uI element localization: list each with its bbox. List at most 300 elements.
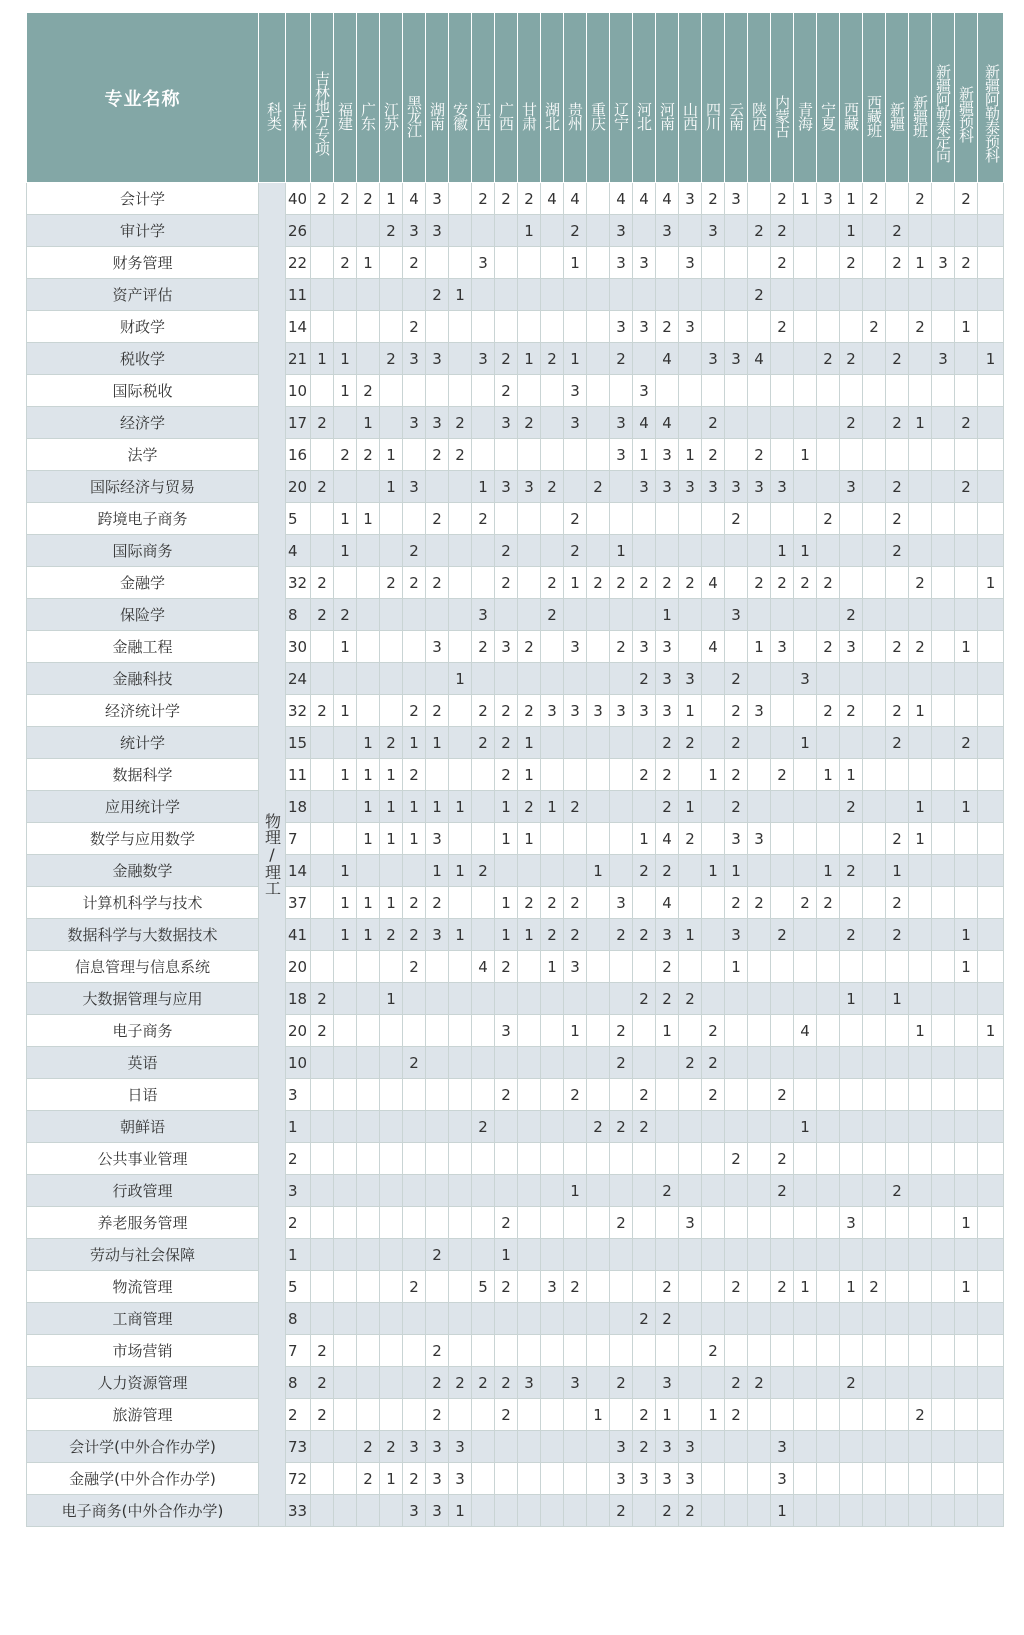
province-count-cell: 3 bbox=[725, 471, 748, 503]
major-name-cell: 国际税收 bbox=[27, 375, 259, 407]
province-count-cell: 1 bbox=[495, 887, 518, 919]
province-count-cell: 2 bbox=[886, 343, 909, 375]
province-count-cell bbox=[472, 1015, 495, 1047]
province-count-cell bbox=[656, 1335, 679, 1367]
province-count-cell: 3 bbox=[403, 407, 426, 439]
province-count-cell bbox=[840, 375, 863, 407]
province-count-cell bbox=[587, 503, 610, 535]
province-count-cell: 2 bbox=[495, 567, 518, 599]
province-count-cell bbox=[610, 663, 633, 695]
province-count-cell: 2 bbox=[771, 311, 794, 343]
province-count-cell bbox=[472, 1207, 495, 1239]
province-count-cell bbox=[380, 1271, 403, 1303]
province-count-cell: 2 bbox=[656, 951, 679, 983]
province-count-cell: 2 bbox=[518, 887, 541, 919]
province-count-cell: 3 bbox=[610, 1463, 633, 1495]
province-count-cell bbox=[449, 599, 472, 631]
province-count-cell bbox=[380, 311, 403, 343]
province-count-cell: 2 bbox=[794, 887, 817, 919]
province-count-cell: 2 bbox=[725, 727, 748, 759]
province-count-cell: 3 bbox=[725, 823, 748, 855]
table-row bbox=[27, 1271, 1004, 1303]
province-count-cell bbox=[495, 599, 518, 631]
province-count-cell bbox=[495, 1047, 518, 1079]
table-row bbox=[27, 855, 1004, 887]
province-count-cell bbox=[357, 695, 380, 727]
province-count-cell: 1 bbox=[909, 695, 932, 727]
province-count-cell bbox=[863, 343, 886, 375]
province-count-cell bbox=[610, 1303, 633, 1335]
province-count-cell bbox=[840, 1335, 863, 1367]
province-count-cell: 2 bbox=[840, 855, 863, 887]
province-count-cell bbox=[909, 983, 932, 1015]
province-count-cell: 2 bbox=[840, 919, 863, 951]
province-count-cell: 2 bbox=[633, 983, 656, 1015]
table-row bbox=[27, 1463, 1004, 1495]
province-count-cell: 2 bbox=[518, 407, 541, 439]
province-count-cell bbox=[564, 599, 587, 631]
province-count-cell: 2 bbox=[311, 471, 334, 503]
province-count-cell bbox=[587, 759, 610, 791]
province-count-cell bbox=[863, 1015, 886, 1047]
province-header: 河北 bbox=[633, 13, 656, 183]
province-count-cell: 2 bbox=[426, 695, 449, 727]
province-count-cell bbox=[380, 1143, 403, 1175]
province-count-cell: 3 bbox=[840, 1207, 863, 1239]
province-count-cell bbox=[311, 855, 334, 887]
province-count-cell: 2 bbox=[403, 567, 426, 599]
province-count-cell: 2 bbox=[564, 503, 587, 535]
province-count-cell: 1 bbox=[334, 375, 357, 407]
province-count-cell: 2 bbox=[817, 567, 840, 599]
province-count-cell bbox=[909, 439, 932, 471]
province-count-cell bbox=[357, 1495, 380, 1527]
province-count-cell bbox=[449, 631, 472, 663]
province-count-cell bbox=[403, 855, 426, 887]
province-count-cell bbox=[725, 1335, 748, 1367]
province-count-cell bbox=[817, 1015, 840, 1047]
province-count-cell bbox=[633, 1335, 656, 1367]
province-count-cell bbox=[518, 1239, 541, 1271]
province-count-cell bbox=[794, 1207, 817, 1239]
province-count-cell bbox=[794, 247, 817, 279]
province-count-cell bbox=[978, 1399, 1004, 1431]
province-count-cell bbox=[863, 855, 886, 887]
province-count-cell bbox=[771, 1335, 794, 1367]
province-count-cell bbox=[863, 1399, 886, 1431]
province-count-cell bbox=[863, 407, 886, 439]
province-count-cell bbox=[817, 663, 840, 695]
province-count-cell bbox=[955, 279, 978, 311]
province-count-cell bbox=[932, 951, 955, 983]
province-count-cell: 2 bbox=[380, 1431, 403, 1463]
province-count-cell: 2 bbox=[656, 1303, 679, 1335]
province-count-cell: 1 bbox=[840, 983, 863, 1015]
table-row bbox=[27, 1111, 1004, 1143]
province-count-cell bbox=[909, 1047, 932, 1079]
total-count-cell: 26 bbox=[286, 215, 311, 247]
major-name-cell: 计算机科学与技术 bbox=[27, 887, 259, 919]
province-count-cell: 1 bbox=[656, 1015, 679, 1047]
table-row bbox=[27, 791, 1004, 823]
province-count-cell bbox=[426, 375, 449, 407]
province-count-cell: 1 bbox=[449, 855, 472, 887]
province-count-cell: 2 bbox=[357, 1463, 380, 1495]
province-count-cell bbox=[817, 791, 840, 823]
province-count-cell bbox=[334, 823, 357, 855]
province-count-cell bbox=[955, 1431, 978, 1463]
province-count-cell bbox=[633, 535, 656, 567]
province-count-cell bbox=[449, 983, 472, 1015]
province-count-cell bbox=[817, 1047, 840, 1079]
major-name-cell: 数据科学与大数据技术 bbox=[27, 919, 259, 951]
province-count-cell: 2 bbox=[840, 599, 863, 631]
province-count-cell bbox=[449, 1239, 472, 1271]
province-count-cell bbox=[886, 951, 909, 983]
province-count-cell bbox=[495, 1335, 518, 1367]
province-header: 广西 bbox=[495, 13, 518, 183]
province-count-cell bbox=[978, 1047, 1004, 1079]
province-count-cell bbox=[380, 247, 403, 279]
province-count-cell bbox=[886, 1143, 909, 1175]
province-count-cell: 2 bbox=[472, 727, 495, 759]
province-count-cell: 2 bbox=[357, 375, 380, 407]
province-count-cell bbox=[794, 695, 817, 727]
province-count-cell bbox=[932, 471, 955, 503]
province-count-cell bbox=[886, 1207, 909, 1239]
province-count-cell: 2 bbox=[817, 343, 840, 375]
province-count-cell bbox=[541, 279, 564, 311]
total-count-cell: 10 bbox=[286, 1047, 311, 1079]
province-count-cell bbox=[334, 311, 357, 343]
province-count-cell bbox=[518, 503, 541, 535]
province-header: 陕西 bbox=[748, 13, 771, 183]
province-count-cell: 2 bbox=[610, 919, 633, 951]
province-count-cell bbox=[771, 1111, 794, 1143]
province-count-cell: 2 bbox=[679, 727, 702, 759]
province-count-cell bbox=[610, 471, 633, 503]
province-count-cell bbox=[748, 503, 771, 535]
province-count-cell: 2 bbox=[518, 631, 541, 663]
province-count-cell: 1 bbox=[955, 631, 978, 663]
total-count-cell: 24 bbox=[286, 663, 311, 695]
total-count-cell: 1 bbox=[286, 1111, 311, 1143]
province-count-cell bbox=[863, 1079, 886, 1111]
province-count-cell bbox=[426, 1143, 449, 1175]
province-count-cell bbox=[518, 1111, 541, 1143]
province-count-cell bbox=[610, 855, 633, 887]
province-count-cell bbox=[909, 1143, 932, 1175]
province-count-cell: 3 bbox=[725, 919, 748, 951]
province-count-cell bbox=[656, 1079, 679, 1111]
province-count-cell: 3 bbox=[564, 1367, 587, 1399]
province-count-cell bbox=[587, 1207, 610, 1239]
table-row bbox=[27, 503, 1004, 535]
province-count-cell bbox=[817, 1111, 840, 1143]
province-count-cell: 2 bbox=[656, 759, 679, 791]
province-count-cell bbox=[403, 279, 426, 311]
province-count-cell bbox=[518, 247, 541, 279]
province-count-cell bbox=[932, 663, 955, 695]
province-count-cell bbox=[518, 663, 541, 695]
province-count-cell bbox=[863, 1495, 886, 1527]
province-count-cell bbox=[380, 695, 403, 727]
table-row bbox=[27, 247, 1004, 279]
province-count-cell: 3 bbox=[633, 311, 656, 343]
province-count-cell bbox=[541, 759, 564, 791]
province-count-cell bbox=[679, 1111, 702, 1143]
province-count-cell bbox=[472, 439, 495, 471]
total-count-cell: 3 bbox=[286, 1175, 311, 1207]
province-count-cell bbox=[495, 1143, 518, 1175]
province-count-cell bbox=[725, 311, 748, 343]
province-count-cell bbox=[357, 1207, 380, 1239]
province-count-cell: 3 bbox=[817, 183, 840, 215]
province-count-cell: 2 bbox=[656, 1495, 679, 1527]
province-count-cell bbox=[518, 279, 541, 311]
province-count-cell bbox=[518, 1303, 541, 1335]
province-count-cell: 2 bbox=[702, 407, 725, 439]
province-header: 重庆 bbox=[587, 13, 610, 183]
province-count-cell: 2 bbox=[633, 855, 656, 887]
province-count-cell bbox=[472, 1303, 495, 1335]
province-count-cell bbox=[403, 503, 426, 535]
province-count-cell: 3 bbox=[564, 375, 587, 407]
province-count-cell: 2 bbox=[541, 599, 564, 631]
province-count-cell: 2 bbox=[886, 471, 909, 503]
province-count-cell bbox=[817, 1271, 840, 1303]
province-count-cell: 1 bbox=[380, 439, 403, 471]
province-count-cell bbox=[311, 535, 334, 567]
province-count-cell bbox=[840, 1495, 863, 1527]
province-count-cell bbox=[380, 855, 403, 887]
province-count-cell bbox=[656, 535, 679, 567]
province-count-cell bbox=[541, 1303, 564, 1335]
province-count-cell bbox=[495, 1431, 518, 1463]
province-count-cell bbox=[679, 503, 702, 535]
province-count-cell: 3 bbox=[725, 343, 748, 375]
province-count-cell bbox=[472, 919, 495, 951]
province-count-cell bbox=[587, 1239, 610, 1271]
province-count-cell bbox=[541, 1015, 564, 1047]
province-count-cell bbox=[472, 1431, 495, 1463]
province-count-cell: 2 bbox=[725, 1399, 748, 1431]
province-count-cell bbox=[978, 1495, 1004, 1527]
province-header: 湖北 bbox=[541, 13, 564, 183]
province-count-cell: 2 bbox=[311, 599, 334, 631]
province-count-cell bbox=[909, 951, 932, 983]
province-count-cell bbox=[748, 1431, 771, 1463]
province-count-cell bbox=[403, 1367, 426, 1399]
province-count-cell bbox=[817, 1495, 840, 1527]
province-count-cell bbox=[426, 1015, 449, 1047]
province-count-cell: 3 bbox=[656, 631, 679, 663]
province-count-cell: 2 bbox=[656, 1175, 679, 1207]
province-count-cell bbox=[656, 503, 679, 535]
province-count-cell: 1 bbox=[794, 439, 817, 471]
province-count-cell: 2 bbox=[748, 567, 771, 599]
province-count-cell: 4 bbox=[610, 183, 633, 215]
province-count-cell: 3 bbox=[748, 823, 771, 855]
province-count-cell: 4 bbox=[633, 407, 656, 439]
province-count-cell: 2 bbox=[886, 407, 909, 439]
province-count-cell: 2 bbox=[702, 1335, 725, 1367]
province-count-cell: 2 bbox=[748, 1367, 771, 1399]
province-count-cell bbox=[840, 823, 863, 855]
province-count-cell bbox=[334, 663, 357, 695]
province-count-cell bbox=[771, 1303, 794, 1335]
province-count-cell: 2 bbox=[495, 183, 518, 215]
province-count-cell: 2 bbox=[909, 311, 932, 343]
province-count-cell bbox=[587, 1079, 610, 1111]
province-count-cell bbox=[380, 1079, 403, 1111]
province-count-cell bbox=[794, 1239, 817, 1271]
table-row bbox=[27, 183, 1004, 215]
province-count-cell bbox=[380, 1047, 403, 1079]
province-count-cell bbox=[955, 1239, 978, 1271]
major-name-cell: 物流管理 bbox=[27, 1271, 259, 1303]
province-count-cell bbox=[863, 535, 886, 567]
province-count-cell: 2 bbox=[357, 1431, 380, 1463]
province-count-cell bbox=[794, 631, 817, 663]
province-count-cell bbox=[541, 727, 564, 759]
province-count-cell: 2 bbox=[633, 567, 656, 599]
province-count-cell bbox=[886, 1079, 909, 1111]
province-count-cell bbox=[449, 503, 472, 535]
province-count-cell bbox=[334, 1495, 357, 1527]
province-count-cell bbox=[978, 1335, 1004, 1367]
province-count-cell bbox=[587, 1271, 610, 1303]
province-count-cell: 1 bbox=[679, 791, 702, 823]
province-count-cell bbox=[564, 855, 587, 887]
province-count-cell bbox=[587, 247, 610, 279]
province-count-cell bbox=[495, 311, 518, 343]
province-count-cell: 1 bbox=[357, 407, 380, 439]
table-row bbox=[27, 215, 1004, 247]
province-count-cell bbox=[748, 1047, 771, 1079]
total-count-cell: 14 bbox=[286, 855, 311, 887]
province-count-cell bbox=[311, 503, 334, 535]
province-count-cell bbox=[794, 1175, 817, 1207]
province-count-cell bbox=[564, 663, 587, 695]
province-count-cell bbox=[932, 855, 955, 887]
province-count-cell bbox=[725, 375, 748, 407]
province-count-cell: 3 bbox=[564, 695, 587, 727]
province-header: 吉林 bbox=[286, 13, 311, 183]
table-row bbox=[27, 887, 1004, 919]
province-count-cell bbox=[748, 1303, 771, 1335]
province-count-cell bbox=[794, 951, 817, 983]
province-count-cell bbox=[794, 599, 817, 631]
province-count-cell bbox=[886, 439, 909, 471]
province-count-cell bbox=[357, 1015, 380, 1047]
province-count-cell: 1 bbox=[978, 1015, 1004, 1047]
province-count-cell bbox=[932, 1303, 955, 1335]
province-count-cell bbox=[311, 439, 334, 471]
province-count-cell bbox=[840, 1079, 863, 1111]
province-count-cell bbox=[978, 983, 1004, 1015]
province-count-cell bbox=[610, 823, 633, 855]
province-count-cell bbox=[748, 983, 771, 1015]
province-count-cell: 1 bbox=[909, 247, 932, 279]
province-count-cell bbox=[771, 599, 794, 631]
province-count-cell bbox=[702, 1303, 725, 1335]
province-count-cell: 1 bbox=[357, 887, 380, 919]
province-count-cell bbox=[610, 279, 633, 311]
province-count-cell bbox=[748, 311, 771, 343]
province-count-cell bbox=[472, 791, 495, 823]
province-count-cell bbox=[334, 1367, 357, 1399]
province-count-cell bbox=[840, 1463, 863, 1495]
province-count-cell bbox=[771, 1015, 794, 1047]
province-count-cell bbox=[771, 1367, 794, 1399]
province-count-cell bbox=[932, 1111, 955, 1143]
province-count-cell bbox=[748, 1079, 771, 1111]
province-count-cell bbox=[449, 1207, 472, 1239]
province-count-cell bbox=[426, 599, 449, 631]
province-count-cell: 1 bbox=[449, 791, 472, 823]
province-count-cell: 2 bbox=[610, 343, 633, 375]
province-count-cell bbox=[564, 1495, 587, 1527]
province-count-cell: 3 bbox=[633, 471, 656, 503]
province-count-cell bbox=[886, 791, 909, 823]
province-count-cell bbox=[403, 1303, 426, 1335]
province-count-cell bbox=[794, 311, 817, 343]
province-count-cell bbox=[656, 1047, 679, 1079]
province-count-cell bbox=[702, 1367, 725, 1399]
province-count-cell bbox=[840, 279, 863, 311]
province-count-cell: 2 bbox=[311, 1367, 334, 1399]
province-count-cell: 1 bbox=[587, 1399, 610, 1431]
province-count-cell bbox=[311, 311, 334, 343]
province-count-cell bbox=[909, 1495, 932, 1527]
major-name-cell: 财务管理 bbox=[27, 247, 259, 279]
province-count-cell bbox=[909, 919, 932, 951]
province-count-cell: 2 bbox=[886, 247, 909, 279]
province-count-cell bbox=[863, 1335, 886, 1367]
province-count-cell: 1 bbox=[380, 791, 403, 823]
province-count-cell: 2 bbox=[886, 727, 909, 759]
province-count-cell: 2 bbox=[771, 215, 794, 247]
province-count-cell: 2 bbox=[311, 567, 334, 599]
province-count-cell: 2 bbox=[610, 631, 633, 663]
province-count-cell bbox=[863, 1143, 886, 1175]
total-count-cell: 5 bbox=[286, 1271, 311, 1303]
province-count-cell: 3 bbox=[564, 631, 587, 663]
province-count-cell: 4 bbox=[702, 567, 725, 599]
province-count-cell: 3 bbox=[633, 375, 656, 407]
province-count-cell bbox=[817, 1463, 840, 1495]
total-count-cell: 1 bbox=[286, 1239, 311, 1271]
province-count-cell: 2 bbox=[610, 1047, 633, 1079]
province-count-cell: 2 bbox=[679, 1047, 702, 1079]
province-count-cell: 2 bbox=[403, 1047, 426, 1079]
province-count-cell bbox=[679, 1367, 702, 1399]
province-count-cell bbox=[587, 1047, 610, 1079]
province-count-cell: 2 bbox=[909, 183, 932, 215]
province-count-cell bbox=[702, 1431, 725, 1463]
province-count-cell bbox=[955, 1399, 978, 1431]
province-count-cell: 2 bbox=[955, 471, 978, 503]
total-count-cell: 3 bbox=[286, 1079, 311, 1111]
table-row bbox=[27, 1431, 1004, 1463]
province-count-cell bbox=[748, 1399, 771, 1431]
province-count-cell bbox=[771, 983, 794, 1015]
province-count-cell bbox=[426, 247, 449, 279]
province-count-cell: 1 bbox=[771, 535, 794, 567]
province-count-cell bbox=[886, 1047, 909, 1079]
major-name-cell: 保险学 bbox=[27, 599, 259, 631]
